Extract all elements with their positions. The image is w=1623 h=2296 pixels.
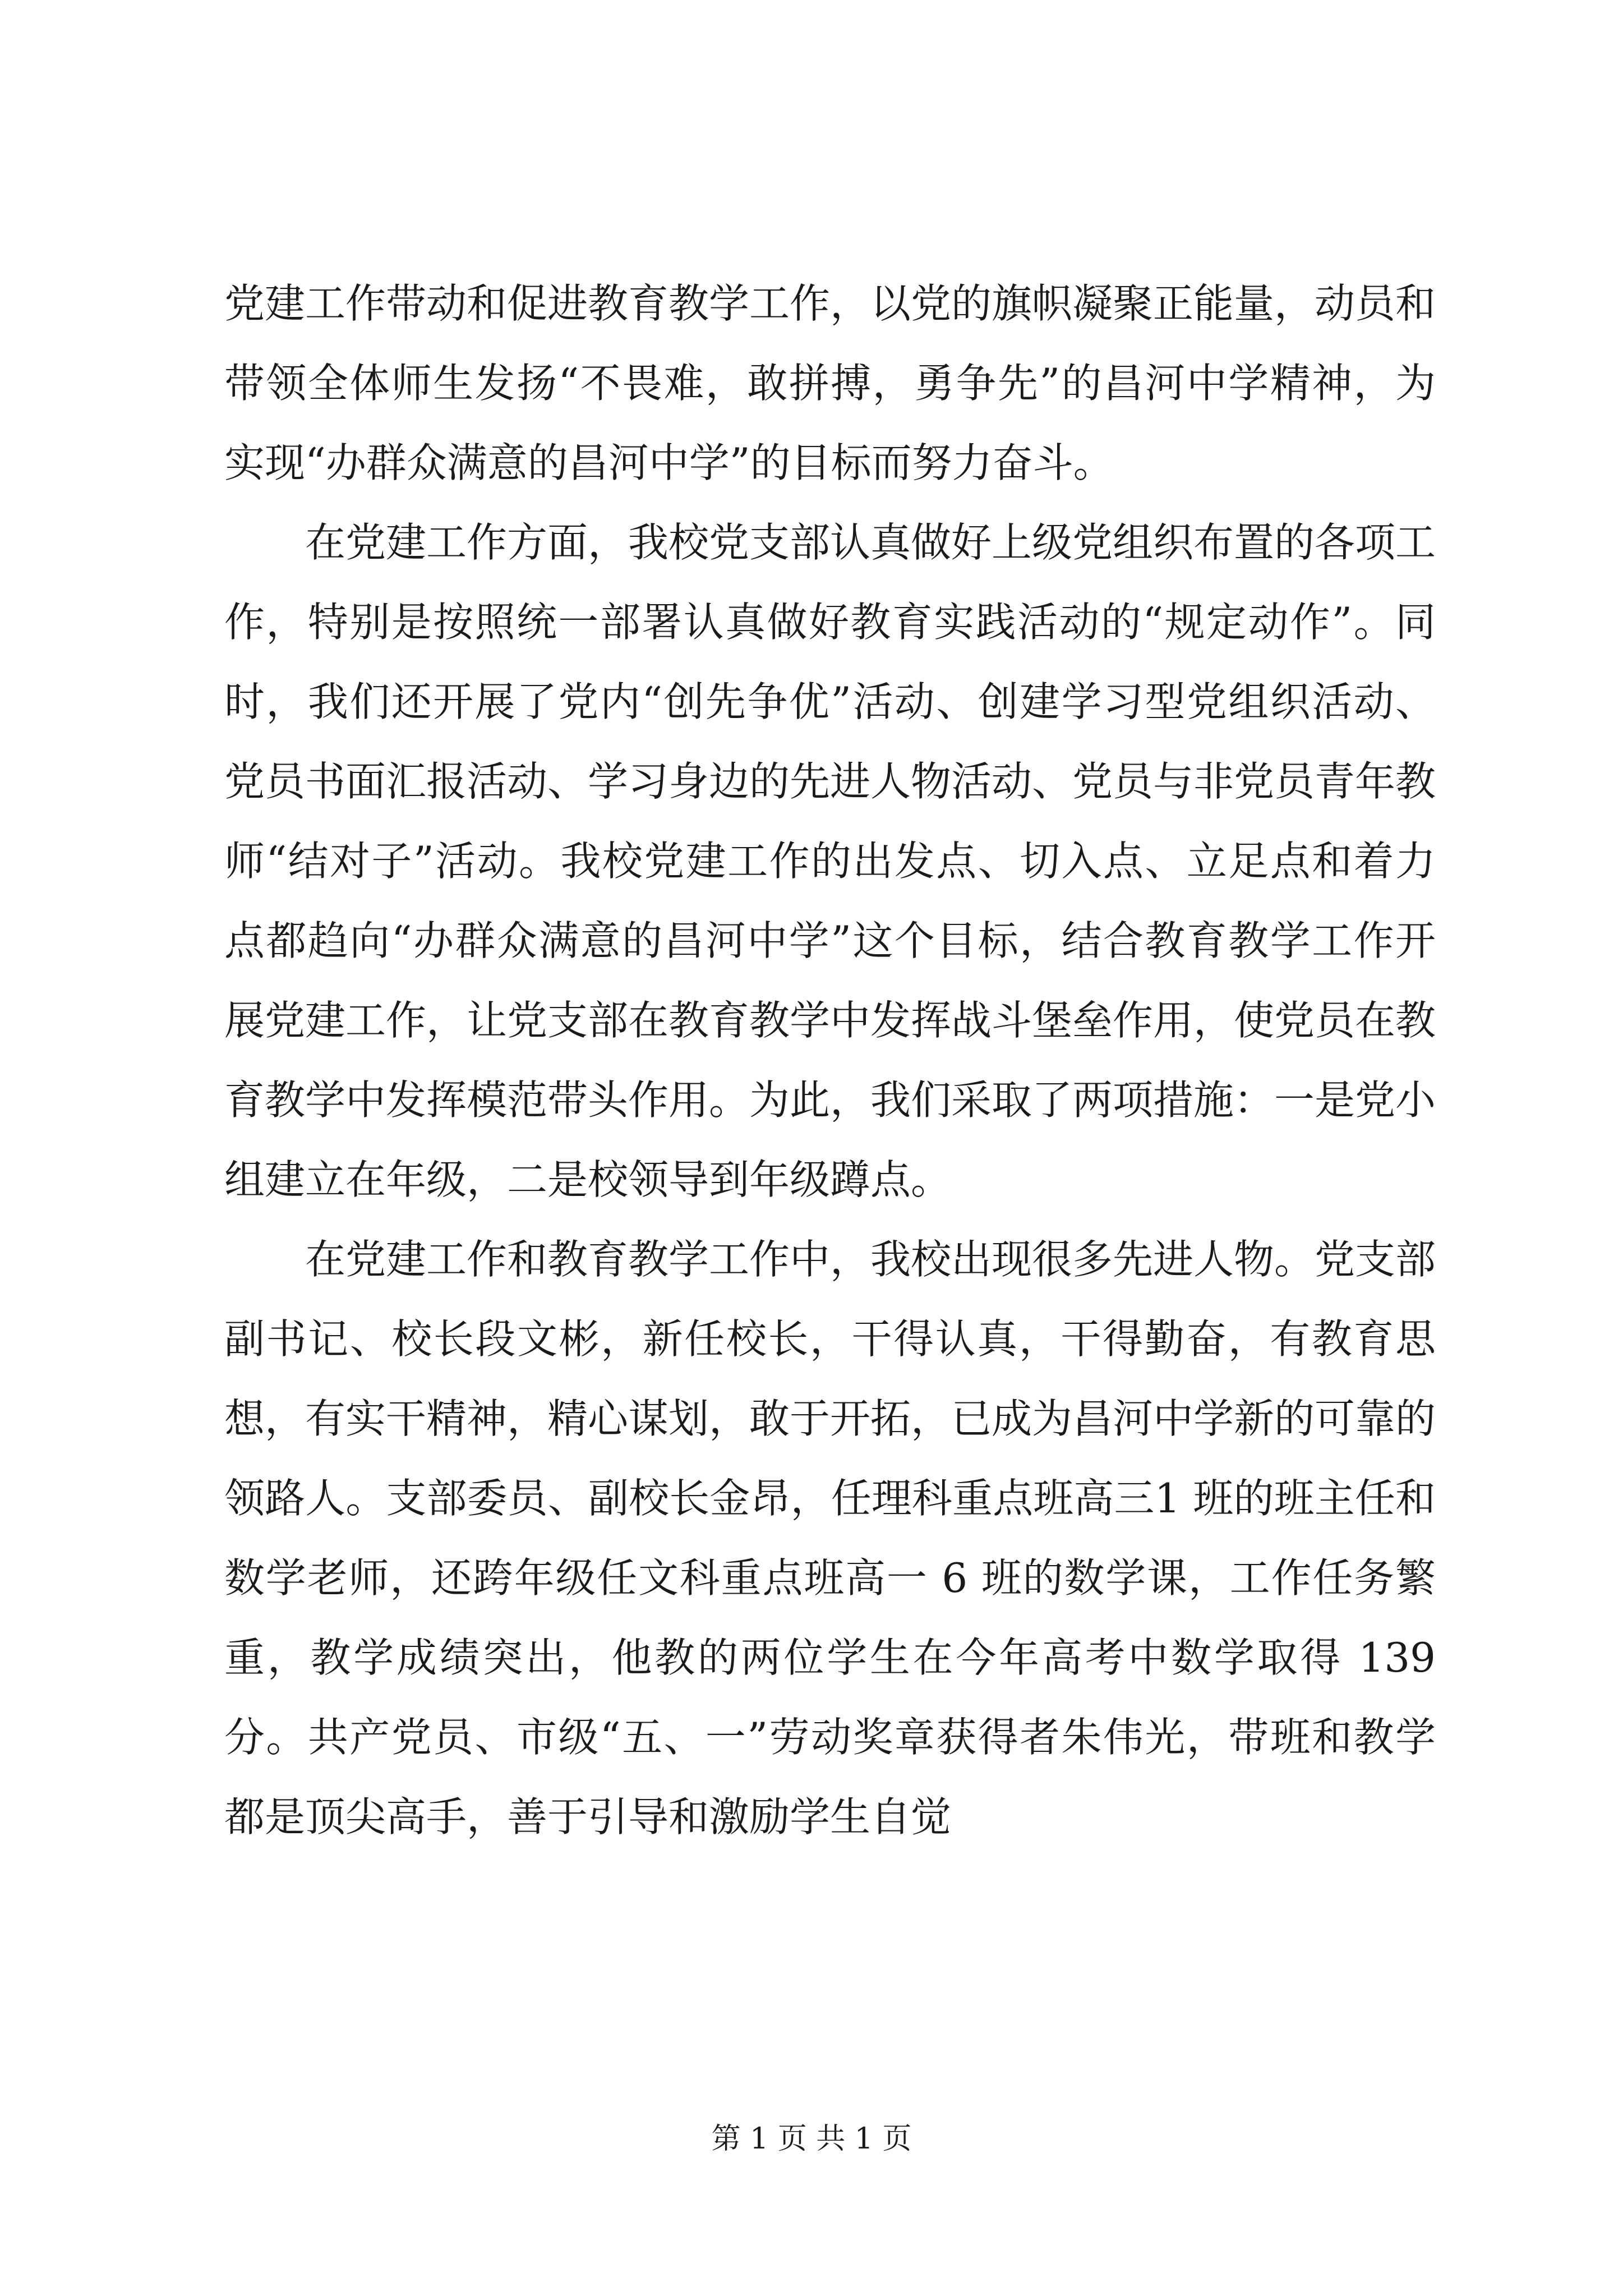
paragraph-2: 在党建工作方面，我校党支部认真做好上级党组织布置的各项工作，特别是按照统一部署认真做好教育实践活动的“规定动作”。同时，我们还开展了党内“创先争优”活动、创建学习型党组织活动、党员书面汇报活动、学习身边的先进人物活动、党员与非党员青年教师“结对子”活动。我校党建工作的出发点、切入点、立足点和着力点都趋向“办群众满意的昌河中学”这个目标，结合教育教学工作开展党建工作，让党支部在教育教学中发挥战斗堡垒作用，使党员在教育教学中发挥模范带头作用。为此，我们采取了两项措施：一是党小组建立在年级，二是校领导到年级蹲点。 <box>224 519 1436 1203</box>
document-body <box>224 264 1436 1857</box>
paragraph-3: 在党建工作和教育教学工作中，我校出现很多先进人物。党支部副书记、校长段文彬，新任校长，干得认真，干得勤奋，有教育思想，有实干精神，精心谋划，敢于开拓，已成为昌河中学新的可靠的领路人。支部委员、副校长金昂，任理科重点班高三1 班的班主任和数学老师，还跨年级任文科重点班高一 6 班的数学课，工作任务繁重，教学成绩突出，他教的两位学生在今年高考中数学取得 139 分。共产党员、市级“五、一”劳动奖章获得者朱伟光，带班和教学都是顶尖高手，善于引导和激励学生自觉 <box>224 1236 1436 1841</box>
paragraph-1: 党建工作带动和促进教育教学工作，以党的旗帜凝聚正能量，动员和带领全体师生发扬“不畏难，敢拼搏，勇争先”的昌河中学精神，为实现“办群众满意的昌河中学”的目标而努力奋斗。 <box>224 280 1436 486</box>
page-footer: 第 1 页 共 1 页 <box>711 2122 912 2156</box>
